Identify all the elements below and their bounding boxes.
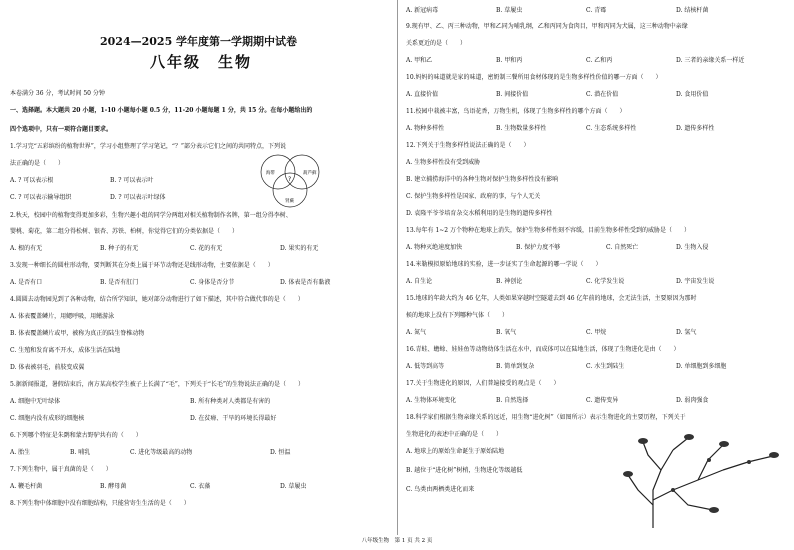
q17-option-d: D. 弱肉强食 bbox=[676, 397, 709, 404]
q13-stem: 13.每年有 1~2 万个物种在地球上消失，保护生物多样性刻不容缓，目前生物多样性受到的威胁是（ ） bbox=[406, 227, 691, 234]
q10-option-a: A. 直接价值 bbox=[406, 91, 439, 98]
q17-stem: 17.关于生物进化的原因，人们普遍接受的观点是（ ） bbox=[406, 380, 560, 387]
q2-stem-2: 婴桃、菊花，第二组分得松树、银杏、苏铁、柏树，你觉得它们的分类依据是（ ） bbox=[10, 228, 239, 235]
q4-option-c: C. 生殖和发育离不开水，成体生活在陆地 bbox=[10, 347, 121, 354]
q17-option-a: A. 生物体环境变化 bbox=[406, 397, 457, 404]
q5-option-c: C. 细胞内没有成形的细胞核 bbox=[10, 415, 85, 422]
q3-stem: 3.发现一种细长的圆柱形动物，要判断其在分类上属于环节动物还是线形动物，主要依据是（ ） bbox=[10, 262, 274, 269]
q8-option-d: D. 结核杆菌 bbox=[676, 7, 709, 14]
q11-stem: 11.校园中栽被丰富，鸟语花香，万物生机，体现了生物多样性的哪个方面（ ） bbox=[406, 108, 626, 115]
q17-option-b: B. 自然选择 bbox=[496, 397, 529, 404]
q4-option-b: B. 体表覆盖鳞片或甲，被称为真正的陆生脊椎动物 bbox=[10, 330, 145, 337]
q8-option-c: C. 青霉 bbox=[586, 7, 607, 14]
q6-option-b: B. 哺乳 bbox=[70, 449, 91, 456]
q14-option-a: A. 自生论 bbox=[406, 278, 433, 285]
q4-option-a: A. 体表覆盖鳞片，用鳃呼吸，用鳍游泳 bbox=[10, 313, 115, 320]
q8-stem: 8.下列生物中体细胞中没有细胞结构，只能营寄生生活的是（ ） bbox=[10, 500, 190, 507]
venn-diagram bbox=[250, 150, 330, 212]
q16-option-c: C. 水生到陆生 bbox=[586, 363, 625, 370]
q1-stem-2: 法正确的是（ ） bbox=[10, 160, 65, 167]
venn-label-1: 海带 bbox=[266, 171, 275, 176]
q10-stem: 10.妈妈的味道就是家的味道，密奶制三餐所用食材体现的是生物多样性价值的哪一方面（ ） bbox=[406, 74, 662, 81]
q15-stem-2: 候的地球上没有下列哪种气体（ ） bbox=[406, 312, 509, 319]
q9-option-b: B. 甲和丙 bbox=[496, 57, 523, 64]
q1-option-d: D. ? 可以表示叶绿体 bbox=[110, 194, 166, 201]
q2-option-a: A. 根的有无 bbox=[10, 245, 43, 252]
q3-option-a: A. 是否有口 bbox=[10, 279, 43, 286]
q15-stem: 15.地球的年龄大约为 46 亿年，人类如果穿越时空隧道去到 46 亿年前的地球，会无法生活，主要原因为那时 bbox=[406, 295, 697, 302]
q4-option-d: D. 体表被羽毛，前肢变成翼 bbox=[10, 364, 85, 371]
right-column bbox=[398, 0, 794, 535]
q3-option-d: D. 体表是否有黏液 bbox=[280, 279, 331, 286]
q9-stem: 9.现有甲、乙、丙三种动物，甲和乙同为哺乳纲，乙和丙同为食肉目，甲和丙同为犬属，这三种动物中亲缘 bbox=[406, 23, 688, 30]
q14-option-b: B. 神创论 bbox=[496, 278, 523, 285]
left-column bbox=[0, 0, 397, 535]
q9-option-c: C. 乙和丙 bbox=[586, 57, 613, 64]
q11-option-c: C. 生态系统多样性 bbox=[586, 125, 637, 132]
evolution-tree-figure bbox=[613, 430, 788, 530]
q18-option-c: C. 鸟类由两栖类进化而来 bbox=[406, 486, 475, 493]
q2-stem: 2.秋天，校园中的植物变得更加多彩，生物兴趣小组的同学分两组对相关植物制作名牌，第一组分得李树、 bbox=[10, 212, 292, 219]
q11-option-a: A. 物种多样性 bbox=[406, 125, 445, 132]
q13-option-a: A. 物种灭绝速度加快 bbox=[406, 244, 463, 251]
q4-stem: 4.圆圆去动物园见到了各种动物，结合所学知识，她对部分动物进行了如下描述，其中符合做代事的是（ ） bbox=[10, 296, 304, 303]
section-instruction-2: 四个选项中，只有一项符合题目要求。 bbox=[10, 126, 113, 133]
section-instruction: 一、选择题。本大题共 20 小题，1-10 小题每小题 0.5 分，11-20 小题每题 1 分，共 15 分。在每小题给出的 bbox=[10, 107, 313, 114]
q11-option-d: D. 遗传多样性 bbox=[676, 125, 715, 132]
q14-option-c: C. 化学发生说 bbox=[586, 278, 625, 285]
q12-option-c: C. 保护生物多样性是国家、政府的事，与个人无关 bbox=[406, 193, 541, 200]
q9-option-d: D. 三者的亲缘关系一样近 bbox=[676, 57, 745, 64]
q6-stem: 6.下列哪个特征是朱鹮和蒙古野驴共有的（ ） bbox=[10, 432, 142, 439]
q7-option-b: B. 酵母菌 bbox=[100, 483, 127, 490]
q10-option-c: C. 潜在价值 bbox=[586, 91, 619, 98]
q7-option-c: C. 衣藻 bbox=[190, 483, 211, 490]
q16-option-b: B. 简单到复杂 bbox=[496, 363, 535, 370]
q8-option-a: A. 新冠病毒 bbox=[406, 7, 439, 14]
q17-option-c: C. 遗传变异 bbox=[586, 397, 619, 404]
q2-option-d: D. 果实的有无 bbox=[280, 245, 319, 252]
q16-option-d: D. 单细胞到多细胞 bbox=[676, 363, 727, 370]
q15-option-b: B. 氧气 bbox=[496, 329, 517, 336]
q1-option-a: A. ? 可以表示根 bbox=[10, 177, 54, 184]
q5-option-a: A. 细胞中无叶绿体 bbox=[10, 398, 61, 405]
q15-option-c: C. 甲烷 bbox=[586, 329, 607, 336]
exam-info: 本卷满分 36 分，考试时间 50 分钟 bbox=[10, 90, 105, 97]
q2-option-b: B. 种子的有无 bbox=[100, 245, 139, 252]
q10-option-b: B. 间接价值 bbox=[496, 91, 529, 98]
q12-stem: 12.下列关于生物多样性说法正确的是（ ） bbox=[406, 142, 530, 149]
venn-label-2: 葫芦藓 bbox=[303, 171, 317, 176]
q16-stem: 16.青蛙、蟾蜍、娃娃鱼等动物幼体生活在水中，而成体可以在陆地生活，体现了生物进化是由（ ） bbox=[406, 346, 680, 353]
q14-stem: 14.米勒模拟原始地球的实验，进一步证实了生命起源的哪一学说（ ） bbox=[406, 261, 602, 268]
q12-option-a: A. 生物多样性没有受到威胁 bbox=[406, 159, 481, 166]
q12-option-d: D. 袁隆平爷爷培育杂交水稻利用的是生物的遗传多样性 bbox=[406, 210, 553, 217]
q15-option-d: D. 氢气 bbox=[676, 329, 697, 336]
q16-option-a: A. 低等到高等 bbox=[406, 363, 445, 370]
q7-option-a: A. 鞭毛杆菌 bbox=[10, 483, 43, 490]
q2-option-c: C. 花的有无 bbox=[190, 245, 223, 252]
exam-subtitle: 八年级 生物 bbox=[150, 53, 253, 71]
q7-option-d: D. 草履虫 bbox=[280, 483, 307, 490]
q13-option-c: C. 自然死亡 bbox=[606, 244, 639, 251]
q13-option-d: D. 生物入侵 bbox=[676, 244, 709, 251]
page-footer: 八年级生物 第 1 页 共 2 页 bbox=[361, 538, 433, 544]
q3-option-b: B. 是否有肛门 bbox=[100, 279, 139, 286]
q5-option-d: D. 在贫瘠、干旱的环境长得最好 bbox=[190, 415, 277, 422]
q6-option-a: A. 胎生 bbox=[10, 449, 31, 456]
q6-option-d: D. 恒温 bbox=[270, 449, 291, 456]
q18-option-b: B. 越位于“进化树”树梢，生物进化等级越低 bbox=[406, 467, 523, 474]
q5-option-b: B. 所有种类对人类都是有害的 bbox=[190, 398, 271, 405]
q1-option-c: C. ? 可以表示输导组织 bbox=[10, 194, 72, 201]
venn-label-3: 肾蕨 bbox=[285, 199, 294, 204]
q1-option-b: B. ? 可以表示叶 bbox=[110, 177, 154, 184]
q18-stem-2: 生物进化的表述中正确的是（ ） bbox=[406, 431, 503, 438]
q14-option-d: D. 宇宙发生说 bbox=[676, 278, 715, 285]
q18-stem: 18.科学家们根据生物亲缘关系的远近，用生物“进化树”（如图所示）表示生物进化的主要历程，下列关于 bbox=[406, 414, 686, 421]
q6-option-c: C. 进化等级最高的动物 bbox=[130, 449, 193, 456]
q9-option-a: A. 甲和乙 bbox=[406, 57, 433, 64]
q12-option-b: B. 建立捕捞海洋中的各种生物对保护生物多样性没有影响 bbox=[406, 176, 559, 183]
exam-title: 2024—2025 学年度第一学期期中试卷 bbox=[100, 35, 298, 48]
q5-stem: 5.据新闻报道，暑假结束后，南方某高校学生被子上长满了“毛”，下列关于“长毛”的生物说法正确的是（ ） bbox=[10, 381, 304, 388]
q10-option-d: D. 食用价值 bbox=[676, 91, 709, 98]
q7-stem: 7.下列生物中，属于真菌的是（ ） bbox=[10, 466, 112, 473]
q11-option-b: B. 生物数量多样性 bbox=[496, 125, 547, 132]
q15-option-a: A. 氮气 bbox=[406, 329, 427, 336]
q3-option-c: C. 身体是否分节 bbox=[190, 279, 235, 286]
q8-option-b: B. 草履虫 bbox=[496, 7, 523, 14]
q1-stem: 1.学习完“五彩缤纷的植物世界”，学习小组整理了学习笔记，“？”部分表示它们之间的共同特点，下列说 bbox=[10, 143, 286, 150]
q13-option-b: B. 保护力度不够 bbox=[516, 244, 561, 251]
q18-option-a: A. 地球上的原始生命诞生于原始陆地 bbox=[406, 448, 505, 455]
q9-stem-2: 关系更近的是（ ） bbox=[406, 40, 467, 47]
venn-label-center: ? bbox=[288, 176, 292, 183]
